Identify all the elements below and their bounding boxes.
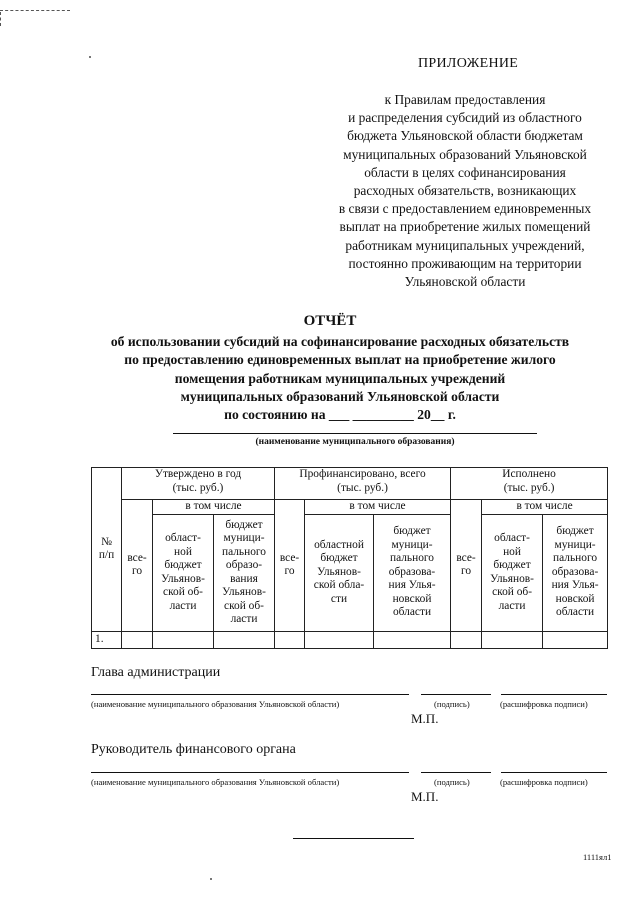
header-total-2: все- го (275, 500, 305, 632)
table-cell (451, 631, 482, 648)
table-cell (482, 631, 543, 648)
header-num: № п/п (92, 468, 122, 632)
table-cell (122, 631, 153, 648)
municipality-field-line (173, 433, 537, 434)
table-row (92, 631, 608, 648)
signature-line (421, 772, 491, 773)
header-regional-2: областной бюджет Ульянов- ской обла- сти (305, 514, 374, 631)
signature-caption: (подпись) (434, 699, 470, 709)
header-executed: Исполнено (тыс. руб.) (451, 468, 608, 500)
report-title: ОТЧЁТ (303, 313, 357, 329)
report-table (91, 467, 608, 649)
table-cell (275, 631, 305, 648)
annex-line: расходных обязательств, возникающих (353, 183, 577, 199)
signature-line (421, 694, 491, 695)
seal-place: М.П. (411, 711, 439, 726)
municipality-caption: (наименование муниципального образования) (255, 437, 455, 447)
header-approved: Утверждено в год (тыс. руб.) (122, 468, 275, 500)
report-subtitle-line: помещения работникам муниципальных учреждений (174, 370, 506, 386)
signature-caption: (подпись) (434, 777, 470, 787)
report-subtitle-line: об использовании субсидий на софинансирование расходных обязательств (110, 334, 570, 349)
signature-decode-line (501, 772, 607, 773)
org-name-line (91, 694, 409, 695)
table-cell (305, 631, 374, 648)
annex-text (300, 91, 630, 291)
table-cell (153, 631, 214, 648)
annex-line: постоянно проживающим на территории (348, 255, 582, 271)
header-including-3: в том числе (482, 500, 608, 515)
annex-line: к Правилам предоставления (384, 92, 546, 107)
closing-line (293, 838, 414, 839)
annex-line: бюджета Ульяновской области бюджетам (347, 128, 583, 144)
table-cell (543, 631, 608, 648)
annex-line: Ульяновской области (404, 274, 526, 290)
signature-decode-caption: (расшифровка подписи) (500, 699, 588, 709)
header-including-1: в том числе (153, 500, 275, 515)
annex-line: области в целях софинансирования (364, 164, 566, 180)
header-municipal-3: бюджет муници- пального образова- ния Улья- новской области (543, 514, 608, 631)
annex-line: в связи с предоставлением единовременных (338, 201, 592, 217)
signature-title-head: Глава администрации (91, 665, 221, 680)
scan-speck (210, 878, 212, 880)
annex-line: и распределения субсидий из областного (348, 110, 582, 126)
header-total-1: все- го (122, 500, 153, 632)
scan-artifact-line (0, 10, 70, 11)
annex-line: выплат на приобретение жилых помещений (339, 219, 591, 235)
table-cell (214, 631, 275, 648)
header-total-3: все- го (451, 500, 482, 632)
report-date-line: по состоянию на ___ _________ 20__ г. (224, 407, 456, 423)
signature-decode-caption: (расшифровка подписи) (500, 777, 588, 787)
annex-line: работникам муниципальных учреждений, (345, 237, 585, 253)
row-number: 1. (92, 631, 122, 648)
annex-title: ПРИЛОЖЕНИЕ (418, 56, 519, 71)
header-municipal-1: бюджет муници- пального образо- вания Ульянов- ской об- ласти (214, 514, 275, 631)
header-including-2: в том числе (305, 500, 451, 515)
report-subtitle-line: муниципальных образований Ульяновской области (180, 388, 500, 404)
annex-line: муниципальных образований Ульяновской (343, 146, 587, 162)
scan-speck (89, 56, 91, 58)
signature-title-finance: Руководитель финансового органа (91, 742, 296, 757)
header-regional-3: област- ной бюджет Ульянов- ской об- ласти (482, 514, 543, 631)
scan-artifact-corner (0, 12, 21, 26)
header-regional-1: област- ной бюджет Ульянов- ской об- ласти (153, 514, 214, 631)
report-subtitle (60, 333, 620, 424)
report-subtitle-line: по предоставлению единовременных выплат на приобретение жилого (124, 352, 556, 368)
signature-decode-line (501, 694, 607, 695)
header-financed: Профинансировано, всего (тыс. руб.) (275, 468, 451, 500)
org-name-caption: (наименование муниципального образования Ульяновской области) (91, 777, 340, 787)
org-name-caption: (наименование муниципального образования Ульяновской области) (91, 699, 340, 709)
page-code: 1111ял1 (583, 852, 612, 862)
header-municipal-2: бюджет муници- пального образова- ния Улья- новской области (374, 514, 451, 631)
org-name-line (91, 772, 409, 773)
seal-place: М.П. (411, 789, 439, 804)
table-cell (374, 631, 451, 648)
